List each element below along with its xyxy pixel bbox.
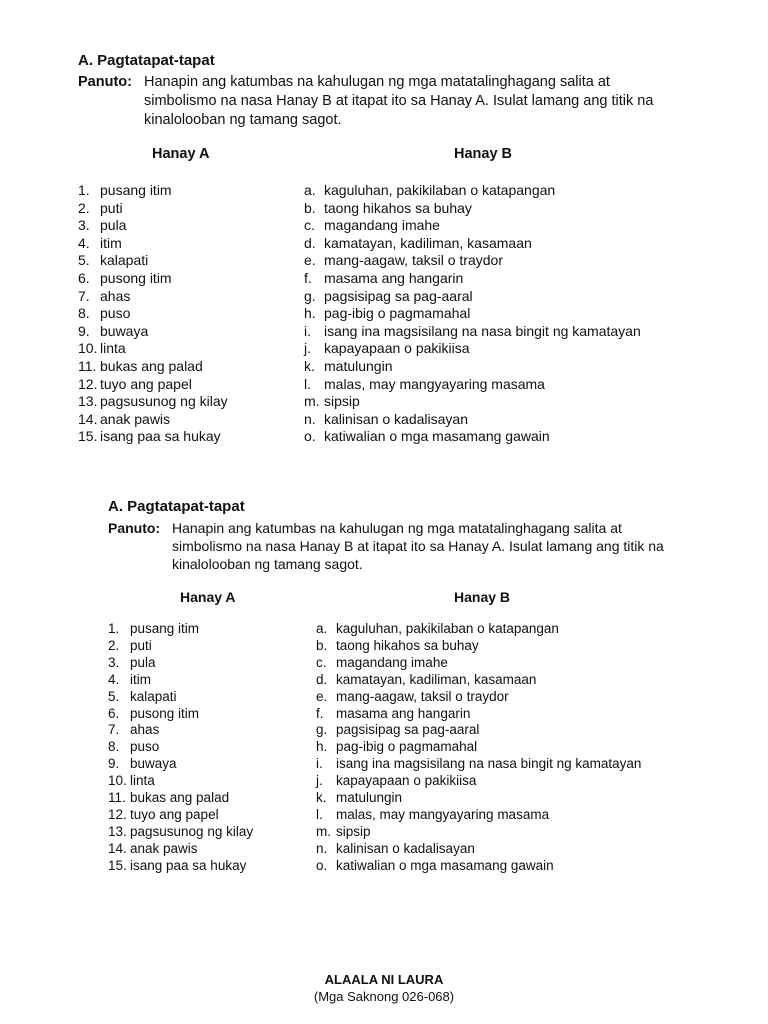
hanay-b-item — [316, 790, 656, 807]
hanay-b-list — [316, 621, 656, 875]
item-letter: l. — [304, 375, 311, 392]
exercise-section-2 — [108, 498, 668, 873]
hanay-b-item — [316, 807, 656, 824]
item-text: isang ina magsisilang na nasa bingit ng kamatayan — [336, 756, 642, 772]
item-number: 10. — [108, 773, 127, 789]
item-number: 2. — [78, 199, 90, 216]
item-letter: b. — [304, 199, 316, 216]
item-number: 6. — [78, 269, 90, 286]
hanay-b-item — [316, 858, 656, 875]
item-text: tuyo ang papel — [100, 375, 192, 392]
item-number: 1. — [78, 182, 90, 198]
hanay-b-item — [304, 393, 664, 411]
item-number: 4. — [108, 671, 120, 687]
hanay-a-heading: Hanay A — [180, 589, 236, 605]
directions-label: Panuto: — [108, 520, 161, 536]
hanay-b-item — [304, 200, 664, 218]
item-text: puti — [130, 637, 152, 653]
item-letter: i. — [316, 756, 323, 772]
hanay-a-item — [108, 689, 328, 706]
item-text: pusong itim — [100, 269, 172, 286]
hanay-a-item — [78, 182, 298, 200]
item-letter: k. — [316, 790, 327, 806]
hanay-a-list — [108, 621, 328, 875]
item-letter: l. — [316, 806, 323, 822]
item-text: linta — [100, 340, 126, 357]
item-letter: j. — [304, 340, 311, 357]
exercise-section-1 — [78, 52, 678, 445]
hanay-b-item — [316, 621, 656, 638]
hanay-b-item — [316, 841, 656, 858]
item-text: puso — [100, 305, 131, 322]
hanay-b-item — [316, 824, 656, 841]
hanay-a-item — [108, 756, 328, 773]
item-text: pula — [130, 654, 156, 670]
hanay-a-item — [78, 411, 298, 429]
hanay-a-list — [78, 182, 298, 446]
directions-text: Hanapin ang katumbas na kahulugan ng mga matatalinghagang salita at simbolismo na nasa Hanay B at itapat ito sa Hanay A. Isulat lamang ang titik na kinalolooban ng tamang sagot. — [172, 520, 664, 572]
hanay-b-item — [316, 706, 656, 723]
item-text: pusang itim — [100, 182, 172, 198]
item-number: 6. — [108, 705, 120, 721]
item-letter: o. — [316, 857, 328, 873]
item-number: 14. — [78, 410, 98, 427]
item-text: linta — [130, 773, 155, 789]
directions-label: Panuto: — [78, 74, 132, 90]
hanay-a-item — [78, 200, 298, 218]
hanay-a-item — [78, 217, 298, 235]
item-text: ahas — [130, 722, 160, 738]
item-number: 13. — [78, 393, 98, 410]
item-text: buwaya — [100, 322, 149, 339]
hanay-b-item — [316, 756, 656, 773]
hanay-b-item — [304, 428, 664, 446]
hanay-b-item — [304, 358, 664, 376]
item-text: tuyo ang papel — [130, 806, 219, 822]
item-letter: d. — [304, 234, 316, 251]
item-letter: c. — [304, 217, 315, 234]
item-number: 15. — [108, 857, 127, 873]
item-letter: g. — [304, 287, 316, 304]
hanay-b-item — [304, 182, 664, 200]
item-letter: b. — [316, 637, 328, 653]
hanay-a-item — [108, 824, 328, 841]
hanay-b-item — [316, 672, 656, 689]
item-letter: f. — [304, 269, 312, 286]
footer — [0, 971, 768, 1005]
item-letter: h. — [304, 305, 316, 322]
hanay-b-item — [304, 340, 664, 358]
item-letter: o. — [304, 428, 316, 445]
item-number: 4. — [78, 234, 90, 251]
hanay-b-heading: Hanay B — [454, 589, 511, 605]
item-number: 12. — [108, 806, 127, 822]
hanay-a-item — [78, 428, 298, 446]
item-letter: f. — [316, 705, 324, 721]
hanay-b-item — [316, 689, 656, 706]
hanay-a-item — [78, 305, 298, 323]
footer-title: ALAALA NI LAURA — [324, 972, 444, 987]
item-letter: n. — [316, 840, 328, 856]
item-number: 1. — [108, 621, 120, 636]
item-number: 9. — [108, 756, 120, 772]
item-number: 7. — [78, 287, 90, 304]
item-text: ahas — [100, 287, 131, 304]
hanay-a-item — [108, 739, 328, 756]
item-text: pagsusunog ng kilay — [100, 393, 228, 410]
item-text: pula — [100, 217, 127, 234]
item-text: bukas ang palad — [130, 790, 230, 806]
item-text: pag-ibig o pagmamahal — [336, 739, 478, 755]
hanay-b-item — [316, 739, 656, 756]
hanay-b-item — [304, 411, 664, 429]
item-number: 3. — [108, 654, 120, 670]
hanay-a-item — [78, 252, 298, 270]
item-text: magandang imahe — [324, 217, 440, 234]
hanay-a-item — [78, 340, 298, 358]
hanay-a-heading: Hanay A — [152, 146, 210, 162]
hanay-a-item — [78, 270, 298, 288]
item-text: anak pawis — [100, 410, 171, 427]
item-text: kaguluhan, pakikilaban o katapangan — [324, 182, 556, 198]
item-letter: a. — [316, 621, 328, 636]
hanay-a-item — [78, 358, 298, 376]
item-number: 2. — [108, 637, 120, 653]
item-text: puso — [130, 739, 160, 755]
item-text: masama ang hangarin — [336, 705, 471, 721]
hanay-b-item — [316, 722, 656, 739]
hanay-b-heading: Hanay B — [454, 146, 513, 162]
item-letter: e. — [304, 252, 316, 269]
item-text: kapayapaan o pakikiisa — [336, 773, 477, 789]
item-letter: d. — [316, 671, 328, 687]
item-text: magandang imahe — [336, 654, 448, 670]
item-text: pagsisipag sa pag-aaral — [336, 722, 480, 738]
item-number: 8. — [108, 739, 120, 755]
item-letter: m. — [316, 823, 331, 839]
hanay-a-item — [108, 773, 328, 790]
item-text: taong hikahos sa buhay — [336, 637, 479, 653]
item-number: 3. — [78, 217, 90, 234]
column-headers — [108, 589, 668, 609]
item-number: 15. — [78, 428, 98, 445]
item-text: isang paa sa hukay — [130, 857, 247, 873]
hanay-b-item — [316, 773, 656, 790]
hanay-b-item — [304, 217, 664, 235]
item-text: mang-aagaw, taksil o traydor — [336, 688, 509, 704]
item-number: 12. — [78, 375, 98, 392]
directions — [78, 73, 678, 130]
item-text: masama ang hangarin — [324, 269, 464, 286]
item-text: malas, may mangyayaring masama — [336, 806, 550, 822]
item-text: kapayapaan o pakikiisa — [324, 340, 470, 357]
hanay-b-list — [304, 182, 664, 446]
hanay-a-item — [108, 722, 328, 739]
footer-subtitle: (Mga Saknong 026-068) — [313, 989, 455, 1004]
hanay-a-item — [108, 655, 328, 672]
hanay-a-item — [108, 858, 328, 875]
hanay-a-item — [108, 841, 328, 858]
item-number: 11. — [108, 790, 126, 806]
item-text: malas, may mangyayaring masama — [324, 375, 545, 392]
item-letter: m. — [304, 393, 320, 410]
item-text: pagsusunog ng kilay — [130, 823, 254, 839]
item-text: pag-ibig o pagmamahal — [324, 305, 471, 322]
hanay-b-item — [304, 376, 664, 394]
section-title: A. Pagtatapat-tapat — [108, 498, 245, 515]
item-number: 9. — [78, 322, 90, 339]
item-text: kalapati — [100, 252, 149, 269]
item-number: 7. — [108, 722, 120, 738]
hanay-a-item — [78, 323, 298, 341]
directions — [108, 519, 668, 573]
item-letter: j. — [316, 773, 323, 789]
directions-text: Hanapin ang katumbas na kahulugan ng mga matatalinghagang salita at simbolismo na nasa Hanay B at itapat ito sa Hanay A. Isulat lamang ang titik na kinalolooban ng tamang sagot. — [144, 74, 654, 128]
item-letter: e. — [316, 688, 328, 704]
item-number: 13. — [108, 823, 127, 839]
section-title: A. Pagtatapat-tapat — [78, 52, 215, 69]
hanay-b-item — [316, 638, 656, 655]
item-text: isang paa sa hukay — [100, 428, 221, 445]
hanay-b-item — [304, 305, 664, 323]
column-headers — [78, 146, 678, 166]
item-text: kalinisan o kadalisayan — [336, 840, 475, 856]
item-text: pagsisipag sa pag-aaral — [324, 287, 473, 304]
item-text: katiwalian o mga masamang gawain — [336, 857, 554, 873]
hanay-a-item — [108, 621, 328, 638]
item-text: kalinisan o kadalisayan — [324, 410, 468, 427]
item-text: kamatayan, kadiliman, kasamaan — [336, 671, 537, 687]
hanay-b-item — [304, 235, 664, 253]
item-letter: h. — [316, 739, 328, 755]
item-text: anak pawis — [130, 840, 198, 856]
item-text: matulungin — [324, 357, 393, 374]
item-text: katiwalian o mga masamang gawain — [324, 428, 550, 445]
hanay-a-item — [78, 393, 298, 411]
item-text: isang ina magsisilang na nasa bingit ng kamatayan — [324, 322, 641, 339]
item-text: sipsip — [324, 393, 360, 410]
hanay-b-item — [316, 655, 656, 672]
hanay-b-item — [304, 323, 664, 341]
hanay-a-item — [108, 672, 328, 689]
hanay-a-item — [108, 706, 328, 723]
item-text: matulungin — [336, 790, 403, 806]
hanay-a-item — [78, 376, 298, 394]
item-letter: a. — [304, 182, 316, 198]
hanay-a-item — [78, 288, 298, 306]
item-number: 8. — [78, 305, 90, 322]
hanay-b-item — [304, 252, 664, 270]
hanay-a-item — [108, 638, 328, 655]
hanay-a-item — [78, 235, 298, 253]
item-number: 10. — [78, 340, 98, 357]
item-text: kaguluhan, pakikilaban o katapangan — [336, 621, 559, 636]
item-number: 11. — [78, 357, 97, 374]
item-text: itim — [130, 671, 151, 687]
item-text: pusang itim — [130, 621, 200, 636]
hanay-a-item — [108, 807, 328, 824]
item-text: bukas ang palad — [100, 357, 203, 374]
item-number: 5. — [108, 688, 120, 704]
item-text: kalapati — [130, 688, 177, 704]
hanay-b-item — [304, 270, 664, 288]
item-number: 14. — [108, 840, 127, 856]
item-number: 5. — [78, 252, 90, 269]
item-letter: i. — [304, 322, 311, 339]
item-text: kamatayan, kadiliman, kasamaan — [324, 234, 532, 251]
item-text: puti — [100, 199, 123, 216]
item-text: taong hikahos sa buhay — [324, 199, 472, 216]
item-text: mang-aagaw, taksil o traydor — [324, 252, 503, 269]
item-text: sipsip — [336, 823, 371, 839]
item-letter: c. — [316, 654, 327, 670]
item-letter: n. — [304, 410, 316, 427]
hanay-a-item — [108, 790, 328, 807]
item-text: pusong itim — [130, 705, 200, 721]
item-text: buwaya — [130, 756, 177, 772]
item-letter: k. — [304, 357, 315, 374]
item-letter: g. — [316, 722, 328, 738]
hanay-b-item — [304, 288, 664, 306]
item-text: itim — [100, 234, 122, 251]
